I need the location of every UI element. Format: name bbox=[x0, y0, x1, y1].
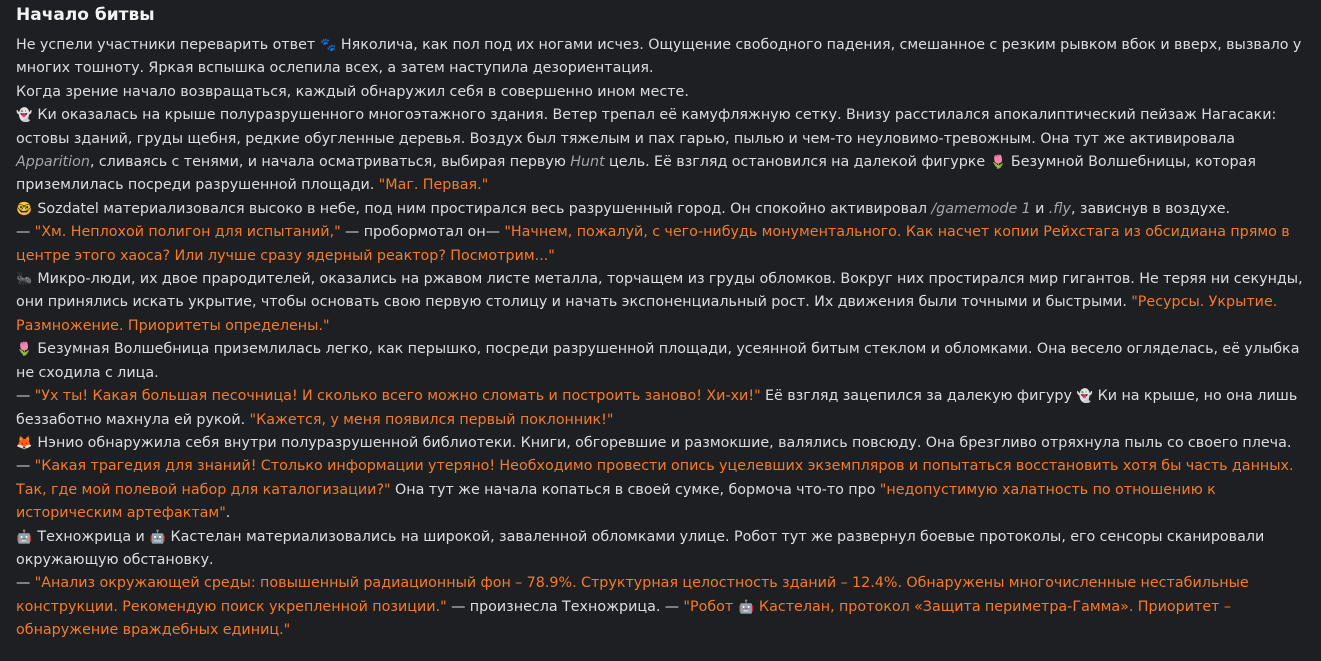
quote: "Робот bbox=[683, 598, 738, 615]
paragraph-ki: 👻 Ки оказалась на крыше полуразрушенного многоэтажного здания. Ветер трепал её камуфляжную сетку. Внизу расстилался апокалиптический пейзаж Нагасаки: остовы зданий, груды щебня, редкие обугленные деревья. Воздух был тяжелым и пах гарью, пылью и чем-то неуловимо-тревожным. Она тут же активировала Apparition, сливаясь с тенями, и начала осматриваться, выбирая первую Hunt цель. Её взгляд остановился на далекой фигурке 🌷 Безумной Волшебницы, которая приземлилась посреди разрушенной площади. "Маг. Первая." bbox=[16, 104, 1305, 198]
paragraph-sozdatel: 🤓 Sozdatel материализовался высоко в небе, под ним простирался весь разрушенный город. Он спокойно активировал /gamemode 1 и .fly, зависнув в воздухе. bbox=[16, 198, 1305, 221]
paragraph-intro: Не успели участники переварить ответ 🐾 Няколича, как пол под их ногами исчез. Ощущение свободного падения, смешанное с резким рывком вбок и вверх, вызвало у многих тошноту. Яркая вспышка ослепила всех, а затем наступила дезориентация. bbox=[16, 34, 1305, 81]
fox-icon: 🦊 bbox=[16, 435, 33, 451]
tulip-icon: 🌷 bbox=[16, 342, 33, 358]
paw-icon: 🐾 bbox=[319, 38, 337, 53]
nerd-face-icon: 🤓 bbox=[16, 201, 33, 217]
ghost-icon: 👻 bbox=[1076, 389, 1093, 405]
quote: "Ух ты! Какая большая песочница! И сколько всего можно сломать и построить заново! Хи-хи!" bbox=[34, 388, 761, 405]
quote: "Хм. Неплохой полигон для испытаний," bbox=[34, 224, 341, 241]
paragraph-sorceress-quote: — "Ух ты! Какая большая песочница! И сколько всего можно сломать и построить заново! Хи-хи!" Её взгляд зацепился за далекую фигуру 👻 Ки на крыше, но она лишь беззаботно махнула ей рукой. "Кажется, у меня появился первый поклонник!" bbox=[16, 385, 1305, 432]
tulip-icon: 🌷 bbox=[989, 155, 1007, 171]
ant-icon: 🐜 bbox=[16, 272, 33, 288]
quote: "Какая трагедия для знаний! Столько информации утеряно! Необходимо провести опись уцелевших экземпляров и попытаться восстановить хотя бы часть данных. Так, где мой полевой набор для каталогизации?" bbox=[16, 458, 1294, 498]
quote: Кастелан, протокол «Защита периметра-Гамма». Приоритет – обнаружение враждебных единиц." bbox=[16, 598, 1231, 639]
robot-icon: 🤖 bbox=[16, 529, 33, 545]
paragraph-nenio-quote: — "Какая трагедия для знаний! Столько информации утеряно! Необходимо провести опись уцелевших экземпляров и попытаться восстановить хотя бы часть данных. Так, где мой полевой набор для каталогизации?" Она тут же начала копаться в своей сумке, бормоча что-то про "недопустимую халатность по отношению к историческим артефактам". bbox=[16, 458, 1294, 522]
quote: "Начнем, пожалуй, с чего-нибудь монументального. Как насчет копии Рейхстага из обсидиана прямо в центре этого хаоса? Или лучше сразу ядерный реактор? Посмотрим..." bbox=[16, 224, 1290, 264]
robot-icon: 🤖 bbox=[149, 529, 166, 545]
quote: "Маг. Первая." bbox=[378, 177, 489, 194]
paragraph-technopriestess-quote: — "Анализ окружающей среды: повышенный радиационный фон – 78.9%. Структурная целостность зданий – 12.4%. Обнаружены многочисленные нестабильные конструкции. Рекомендую поиск укрепленной позиции." — произнесла Техножрица. — "Робот 🤖 Кастелан, протокол «Защита периметра-Гамма». Приоритет – обнаружение враждебных единиц." bbox=[16, 575, 1249, 639]
quote: "Ресурсы. Укрытие. Размножение. Приоритеты определены." bbox=[16, 294, 1278, 334]
paragraph-vision: Когда зрение начало возвращаться, каждый обнаружил себя в совершенно ином месте. bbox=[16, 83, 689, 100]
paragraph-sorceress: 🌷 Безумная Волшебница приземлилась легко, как перышко, посреди разрушенной площади, усеянной битым стеклом и обломками. Она весело огляделась, её улыбка не сходила с лица. bbox=[16, 338, 1305, 385]
quote: "Анализ окружающей среды: повышенный радиационный фон – 78.9%. Структурная целостность зданий – 12.4%. Обнаружены многочисленные нестабильные конструкции. Рекомендую поиск укрепленной позиции." bbox=[16, 575, 1249, 615]
paragraph-sozdatel-quote: — "Хм. Неплохой полигон для испытаний," — пробормотал он— "Начнем, пожалуй, с чего-нибудь монументального. Как насчет копии Рейхстага из обсидиана прямо в центре этого хаоса? Или лучше сразу ядерный реактор? Посмотрим..." bbox=[16, 224, 1290, 264]
quote: "недопустимую халатность по отношению к историческим артефактам" bbox=[16, 481, 1216, 522]
paragraph-technopriestess: 🤖 Техножрица и 🤖 Кастелан материализовались на широкой, заваленной обломками улице. Робот тут же развернул боевые протоколы, его сенсоры сканировали окружающую обстановку. bbox=[16, 526, 1305, 573]
quote: "Кажется, у меня появился первый поклонник!" bbox=[249, 411, 614, 428]
paragraph-micro-people: 🐜 Микро-люди, их двое прародителей, оказались на ржавом листе металла, торчащем из груды обломков. Вокруг них простирался мир гигантов. Не теряя ни секунды, они принялись искать укрытие, чтобы основать свою первую столицу и начать экспоненциальный рост. Их движения были точными и быстрыми. "Ресурсы. Укрытие. Размножение. Приоритеты определены." bbox=[16, 268, 1305, 338]
section-heading: Начало битвы bbox=[16, 5, 155, 25]
robot-icon: 🤖 bbox=[737, 599, 755, 615]
ghost-icon: 👻 bbox=[16, 108, 33, 124]
paragraph-nenio: 🦊 Нэнио обнаружила себя внутри полуразрушенной библиотеки. Книги, обгоревшие и размокшие, валялись повсюду. Она брезгливо отряхнула пыль со своего плеча. bbox=[16, 432, 1305, 455]
